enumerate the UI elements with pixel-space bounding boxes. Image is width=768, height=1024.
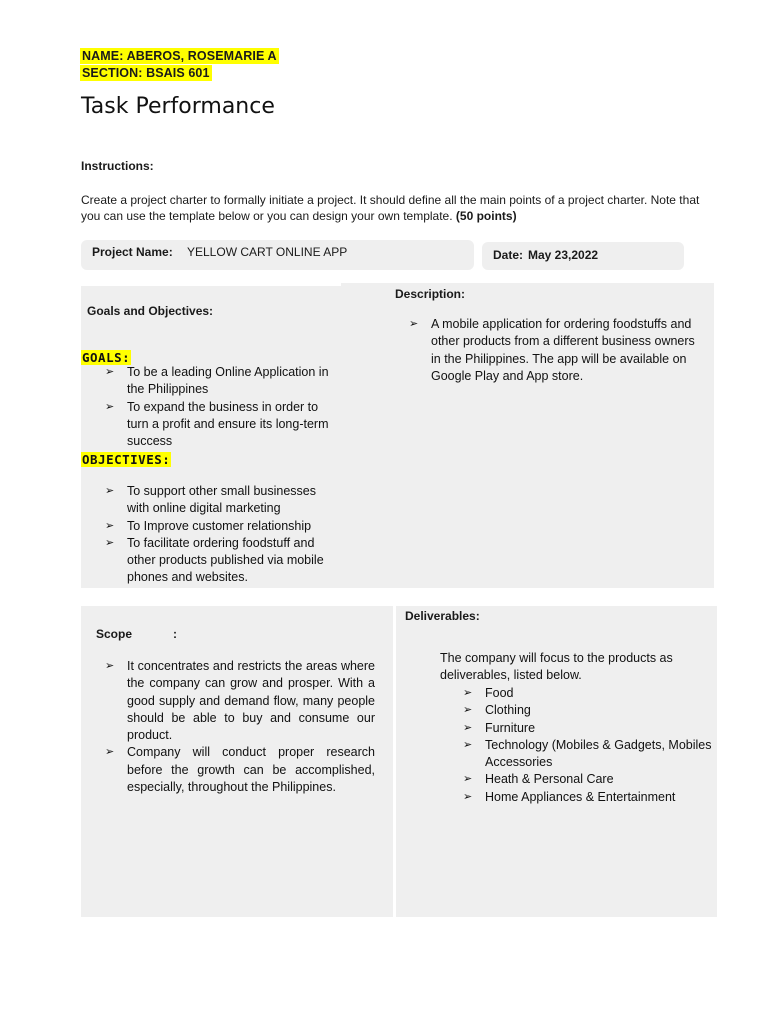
list-item xyxy=(463,737,713,772)
list-item xyxy=(105,518,340,535)
date-value: May 23,2022 xyxy=(528,248,599,262)
page-title: Task Performance xyxy=(81,94,275,119)
project-name-value: YELLOW CART ONLINE APP xyxy=(187,245,348,259)
goals-list xyxy=(105,364,340,450)
list-item xyxy=(463,720,713,737)
arrow-bullet-icon: ➢ xyxy=(105,366,115,378)
arrow-bullet-icon: ➢ xyxy=(463,704,473,717)
objective-text: To Improve customer relationship xyxy=(127,518,312,533)
instructions-body: Create a project charter to formally initiate a project. It should define all the main points of a project charter. Note that you can use the template below or you can design your own template. xyxy=(81,193,700,223)
arrow-bullet-icon: ➢ xyxy=(105,746,115,759)
objective-text: To support other small businesses with online digital marketing xyxy=(127,484,316,516)
instructions-label: Instructions: xyxy=(81,159,154,173)
objectives-heading-text: OBJECTIVES: xyxy=(82,452,171,467)
list-item xyxy=(463,702,713,719)
list-item xyxy=(463,789,713,806)
date-box xyxy=(482,242,684,270)
arrow-bullet-icon: ➢ xyxy=(463,738,473,751)
project-name-box xyxy=(81,240,474,270)
list-item xyxy=(105,535,340,587)
goals-objectives-label: Goals and Objectives: xyxy=(87,304,214,318)
list-item xyxy=(463,771,713,788)
list-item xyxy=(105,483,340,518)
arrow-bullet-icon: ➢ xyxy=(105,400,115,413)
objectives-heading xyxy=(81,451,171,469)
arrow-bullet-icon: ➢ xyxy=(463,721,473,734)
arrow-bullet-icon: ➢ xyxy=(463,773,473,786)
scope-text: Company will conduct proper research before the growth can be accomplished, especially, throughout the Philippines. xyxy=(127,745,375,795)
scope-list xyxy=(105,658,375,796)
arrow-bullet-icon: ➢ xyxy=(409,318,419,330)
deliverable-text: Heath & Personal Care xyxy=(485,772,614,787)
objective-text: To facilitate ordering foodstuff and other products published via mobile phones and websites. xyxy=(127,535,324,585)
scope-text: It concentrates and restricts the areas where the company can grow and prosper. With a good supply and demand flow, many people should be able to buy and consume our product. xyxy=(127,659,375,743)
instructions-points: (50 points) xyxy=(455,208,517,223)
instructions-text xyxy=(81,193,711,224)
list-item xyxy=(105,364,340,399)
deliverables-list xyxy=(463,685,713,806)
deliverable-text: Furniture xyxy=(485,720,536,735)
list-item xyxy=(409,316,705,385)
goals-heading-text: GOALS: xyxy=(82,350,131,365)
date-label: Date: xyxy=(493,248,524,262)
objectives-list xyxy=(105,483,340,587)
student-section: SECTION: BSAIS 601 xyxy=(82,66,210,80)
arrow-bullet-icon: ➢ xyxy=(105,485,115,497)
deliverable-text: Technology (Mobiles & Gadgets, Mobiles Accessories xyxy=(485,737,712,770)
description-list xyxy=(409,316,705,385)
arrow-bullet-icon: ➢ xyxy=(463,790,473,803)
list-item xyxy=(105,658,375,744)
goal-text: To expand the business in order to turn a profit and ensure its long-term success xyxy=(127,399,329,449)
goal-text: To be a leading Online Application in the Philippines xyxy=(127,365,329,397)
deliverables-intro: The company will focus to the products as deliverables, listed below. xyxy=(440,651,673,683)
list-item xyxy=(105,744,375,796)
list-item xyxy=(463,685,713,702)
deliverable-text: Home Appliances & Entertainment xyxy=(485,789,676,804)
list-item xyxy=(105,399,340,451)
arrow-bullet-icon: ➢ xyxy=(105,536,115,549)
arrow-bullet-icon: ➢ xyxy=(105,519,115,532)
deliverable-text: Food xyxy=(485,686,514,700)
deliverables-label: Deliverables: xyxy=(405,609,480,623)
description-text: A mobile application for ordering foodstuffs and other products from a different business owners in the Philippines. The app will be available on Google Play and App store. xyxy=(431,317,695,383)
deliverable-text: Clothing xyxy=(485,703,531,718)
arrow-bullet-icon: ➢ xyxy=(463,687,473,699)
scope-colon: : xyxy=(173,627,177,641)
scope-label: Scope xyxy=(96,627,133,641)
arrow-bullet-icon: ➢ xyxy=(105,660,115,672)
description-label: Description: xyxy=(395,287,466,301)
project-name-label: Project Name: xyxy=(92,245,173,259)
student-name: NAME: ABEROS, ROSEMARIE A xyxy=(82,49,277,63)
